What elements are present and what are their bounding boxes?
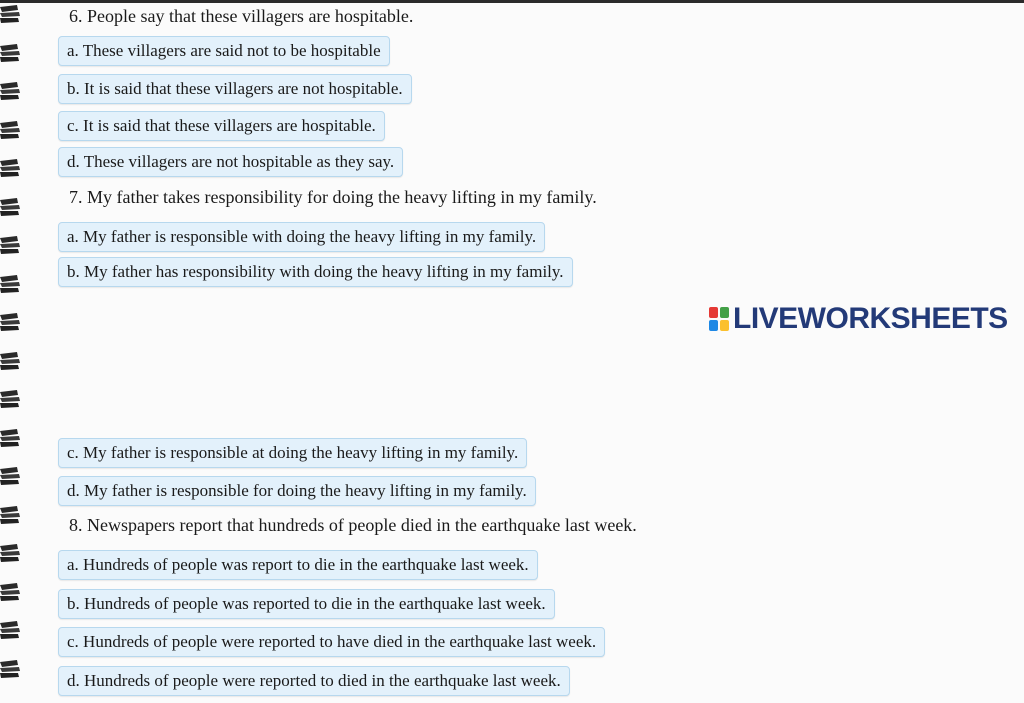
question-8-option-c[interactable]: c. Hundreds of people were reported to have died in the earthquake last week. — [58, 627, 605, 657]
question-6-option-c[interactable]: c. It is said that these villagers are hospitable. — [58, 111, 385, 141]
question-8-option-b[interactable]: b. Hundreds of people was reported to die in the earthquake last week. — [58, 589, 555, 619]
liveworksheets-logo-icon — [708, 306, 730, 332]
question-8-option-a[interactable]: a. Hundreds of people was report to die in the earthquake last week. — [58, 550, 538, 580]
spiral-binding-icon — [0, 120, 22, 140]
question-6-prompt: 6. People say that these villagers are hospitable. — [69, 6, 414, 26]
question-6-option-d[interactable]: d. These villagers are not hospitable as they say. — [58, 147, 403, 177]
spiral-binding-icon — [0, 43, 22, 63]
spiral-binding-icon — [0, 312, 22, 332]
question-7-option-a[interactable]: a. My father is responsible with doing the heavy lifting in my family. — [58, 222, 545, 252]
spiral-binding-icon — [0, 505, 22, 525]
question-7-option-d[interactable]: d. My father is responsible for doing the heavy lifting in my family. — [58, 476, 536, 506]
spiral-binding-icon — [0, 235, 22, 255]
spiral-binding-icon — [0, 4, 22, 24]
logo-text: LIVEWORKSHEETS — [733, 302, 1008, 335]
question-8-prompt: 8. Newspapers report that hundreds of people died in the earthquake last week. — [69, 515, 637, 535]
spiral-binding-icon — [0, 351, 22, 371]
spiral-binding-icon — [0, 543, 22, 563]
spiral-binding-icon — [0, 274, 22, 294]
top-border — [0, 0, 1024, 3]
spiral-binding-icon — [0, 197, 22, 217]
question-6-option-a[interactable]: a. These villagers are said not to be hospitable — [58, 36, 390, 66]
spiral-binding-icon — [0, 389, 22, 409]
question-6-option-b[interactable]: b. It is said that these villagers are not hospitable. — [58, 74, 412, 104]
spiral-binding — [0, 0, 30, 703]
liveworksheets-logo — [708, 302, 1008, 336]
question-7-option-c[interactable]: c. My father is responsible at doing the heavy lifting in my family. — [58, 438, 527, 468]
spiral-binding-icon — [0, 582, 22, 602]
spiral-binding-icon — [0, 81, 22, 101]
question-7-prompt: 7. My father takes responsibility for doing the heavy lifting in my family. — [69, 187, 597, 207]
spiral-binding-icon — [0, 428, 22, 448]
spiral-binding-icon — [0, 620, 22, 640]
spiral-binding-icon — [0, 659, 22, 679]
spiral-binding-icon — [0, 158, 22, 178]
spiral-binding-icon — [0, 466, 22, 486]
question-8-option-d[interactable]: d. Hundreds of people were reported to died in the earthquake last week. — [58, 666, 570, 696]
question-7-option-b[interactable]: b. My father has responsibility with doing the heavy lifting in my family. — [58, 257, 573, 287]
